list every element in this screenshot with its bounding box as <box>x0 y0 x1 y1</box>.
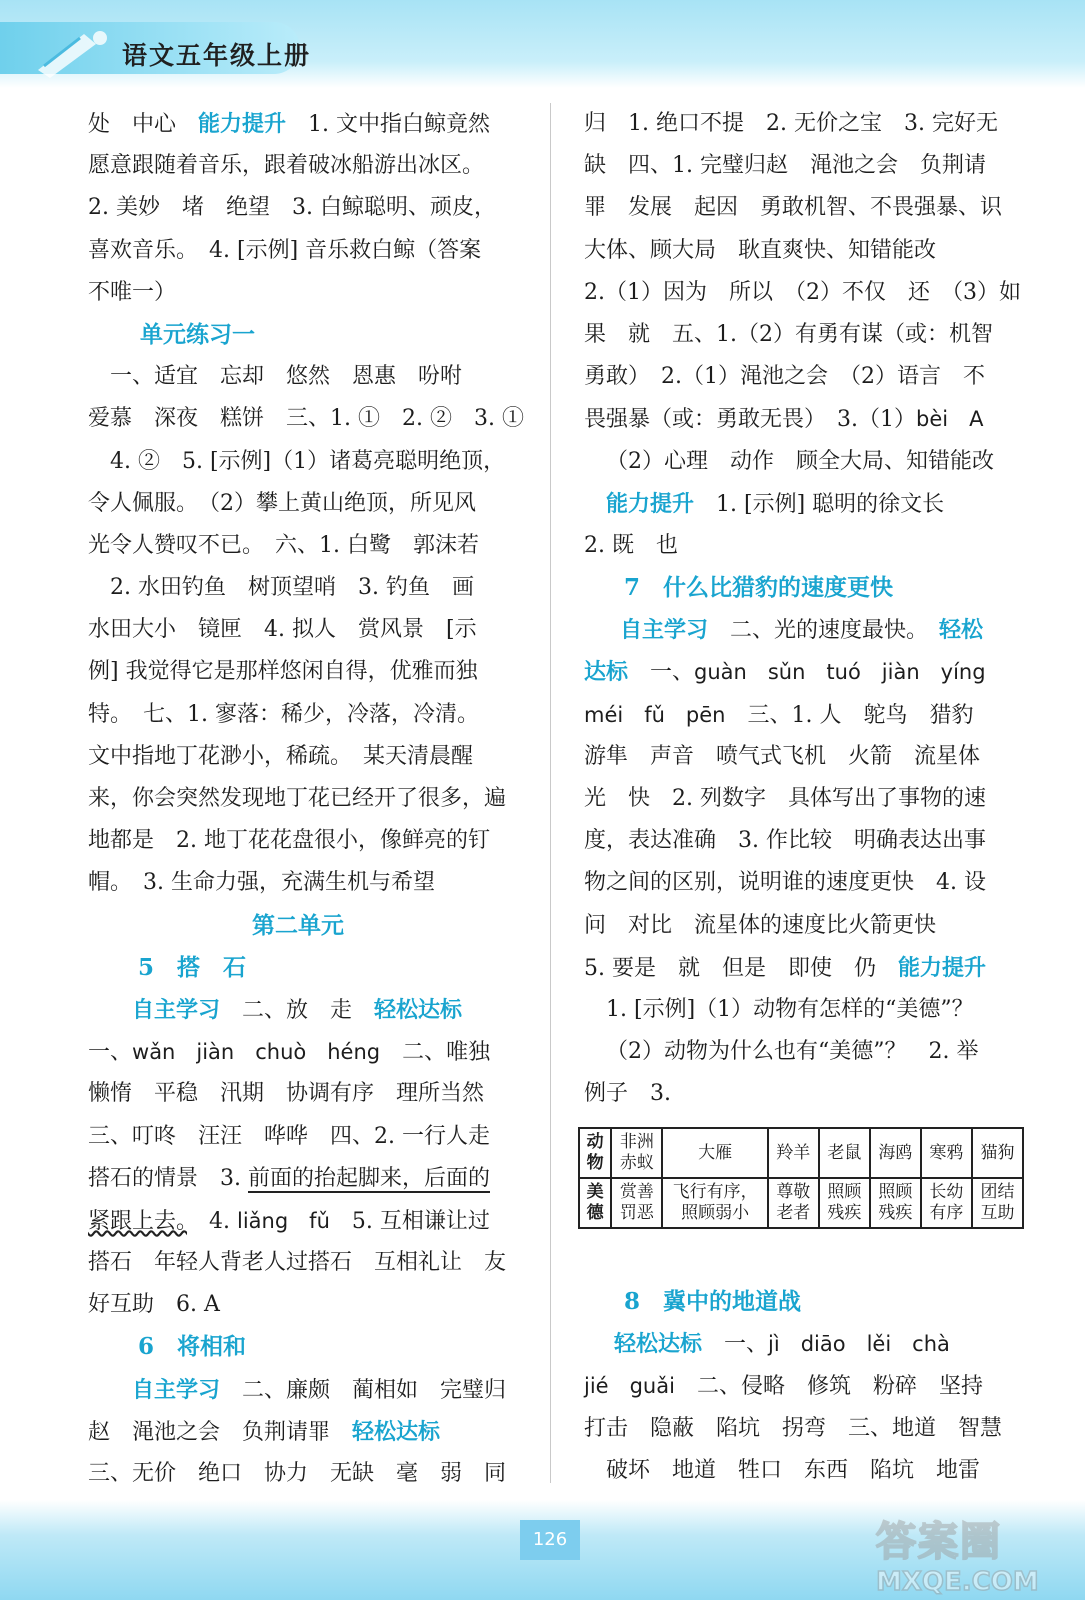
section-label: 达标 <box>584 659 629 686</box>
text: 一、 <box>628 660 695 686</box>
answer-line: 勇敢） 2.（1）渑池之会 （2）语言 不 <box>584 364 985 390</box>
lesson-7-heading: 7 什么比猎豹的速度更快 <box>624 574 894 602</box>
pinyin: liǎng fǔ <box>237 1208 330 1233</box>
answer-line: 归 1. 绝口不提 2. 无价之宝 3. 完好无 <box>584 111 998 136</box>
text: 5. 互相谦让过 <box>329 1208 490 1234</box>
text: 1. 文中指白鲸竟然 <box>286 112 491 137</box>
text: 二、光的速度最快。 <box>708 618 940 644</box>
section-label: 轻松达标 <box>352 1418 441 1445</box>
answer-line: 果 就 五、1.（2）有勇有谋（或：机智 <box>584 321 993 347</box>
answer-line: 破坏 地道 牲口 东西 陷坑 地雷 <box>606 1457 981 1483</box>
animal-virtue-table <box>578 1127 1024 1229</box>
answer-line <box>584 694 1034 736</box>
answer-line: 光 快 2. 列数字 具体写出了事物的速 <box>584 786 986 811</box>
answer-line: 帽。 3. 生命力强，充满生机与希望 <box>88 870 435 896</box>
text: 一、 <box>88 1040 133 1066</box>
answer-line: 2. 美妙 堵 绝望 3. 白鲸聪明、顽皮， <box>88 195 496 221</box>
answer-line: 三、叮咚 汪汪 哗哗 四、2. 一行人走 <box>88 1123 490 1149</box>
answer-line: 三、无价 绝口 协力 无缺 毫 弱 同 <box>88 1461 507 1486</box>
answer-line <box>88 1411 533 1453</box>
answer-line: 2.（1）因为 所以 （2）不仅 还 （3）如 <box>584 279 1021 305</box>
answer-line: 罪 发展 起因 勇敢机智、不畏强暴、识 <box>584 195 1003 221</box>
answer-line <box>584 483 1034 525</box>
answer-line <box>88 1158 533 1200</box>
watermark <box>876 1510 1076 1595</box>
section-label: 能力提升 <box>198 111 287 137</box>
answer-line <box>88 1200 533 1242</box>
answer-line: 愿意跟随着音乐，跟着破冰船游出冰区。 <box>88 153 485 179</box>
lesson-5-heading: 5 搭 石 <box>138 953 247 981</box>
text: 二、廉颇 蔺相如 完璧归 <box>220 1377 507 1403</box>
answer-line: 不唯一） <box>88 279 177 305</box>
unit-exercise-heading: 单元练习一 <box>140 320 255 348</box>
section-label: 轻松达标 <box>374 996 463 1023</box>
answer-line: 2. 既 也 <box>584 532 678 558</box>
left-column <box>88 103 533 1495</box>
section-label: 轻松达标 <box>614 1331 703 1358</box>
answer-line <box>584 947 1034 989</box>
section-label: 能力提升 <box>897 954 986 981</box>
lesson-8-heading: 8 冀中的地道战 <box>624 1288 802 1315</box>
answer-line <box>88 103 533 145</box>
right-column <box>584 103 1034 1116</box>
answer-line: （2）动物为什么也有“美德”？ 2. 举 <box>606 1039 979 1065</box>
text: 搭石的情景 3. <box>88 1165 248 1191</box>
answer-line: 特。 七、1. 寥落：稀少，冷落，冷清。 <box>88 701 479 727</box>
answer-line <box>584 609 1034 651</box>
answer-line: 令人佩服。 （2）攀上黄山绝顶，所见风 <box>88 490 476 516</box>
answer-line <box>584 1365 1034 1407</box>
answer-line: 问 对比 流星体的速度比火箭更快 <box>584 912 937 938</box>
answer-line <box>584 651 1034 693</box>
table-cell: 老鼠 <box>819 1128 870 1178</box>
text: 处 中心 <box>88 112 199 137</box>
pinyin: jì diāo lěi chà <box>768 1332 950 1357</box>
pencil-logo-icon <box>34 26 114 80</box>
answer-line: 打击 隐蔽 陷坑 拐弯 三、地道 智慧 <box>584 1415 1003 1441</box>
table-cell: 赏善罚恶 <box>611 1178 662 1228</box>
pinyin: bèi A <box>916 407 984 432</box>
lesson-6-heading: 6 将相和 <box>138 1333 247 1361</box>
answer-line: 大体、顾大局 耿直爽快、知错能改 <box>584 237 937 263</box>
answer-line <box>88 1031 533 1073</box>
answer-line: 2. 水田钓鱼 树顶望哨 3. 钓鱼 画 <box>110 575 474 601</box>
answer-line: 好互助 6. A <box>88 1292 220 1318</box>
text: 二、唯独 <box>380 1040 491 1066</box>
book-title: 语文五年级上册 <box>122 41 312 70</box>
answer-line: 喜欢音乐。 4. [示例] 音乐救白鲸（答案 <box>88 237 482 263</box>
pinyin: wǎn jiàn chuò héng <box>132 1040 381 1065</box>
answer-line: 例] 我觉得它是那样悠闲自得，优雅而独 <box>88 659 478 685</box>
section-label: 自主学习 <box>620 617 709 644</box>
answer-line: 4. ② 5. [示例]（1）诸葛亮聪明绝顶， <box>110 448 506 474</box>
table-cell: 羚羊 <box>768 1128 819 1178</box>
text: 二、放 走 <box>220 997 375 1023</box>
answer-line: （2）心理 动作 顾全大局、知错能改 <box>606 448 994 474</box>
answer-line: 水田大小 镜匣 4. 拟人 赏风景 [示 <box>88 617 477 643</box>
pinyin: jié guǎi <box>584 1374 675 1399</box>
answer-line: 文中指地丁花渺小，稀疏。 某天清晨醒 <box>88 743 474 769</box>
table-cell: 美德 <box>579 1178 611 1228</box>
answer-line <box>88 989 533 1031</box>
table-cell: 尊敬老者 <box>768 1178 819 1228</box>
answer-line <box>88 1369 533 1411</box>
section-label: 自主学习 <box>132 996 221 1023</box>
answer-line: 物之间的区别，说明谁的速度更快 4. 设 <box>584 870 986 896</box>
column-divider <box>550 103 551 1483</box>
answer-line: 懒惰 平稳 汛期 协调有序 理所当然 <box>88 1081 485 1107</box>
answer-line: 来，你会突然发现地丁花已经开了很多，遍 <box>88 786 507 811</box>
section-label: 能力提升 <box>606 490 695 517</box>
table-cell: 飞行有序，照顾弱小 <box>662 1178 767 1228</box>
text: 一、 <box>702 1332 769 1358</box>
table-cell: 寒鸦 <box>921 1128 972 1178</box>
answer-line: 例子 3. <box>584 1081 671 1107</box>
text: 4. <box>187 1208 237 1234</box>
table-row <box>579 1128 1023 1178</box>
answer-line: 搭石 年轻人背老人过搭石 互相礼让 友 <box>88 1250 507 1276</box>
pinyin: guàn sǔn tuó jiàn yíng <box>694 660 986 685</box>
answer-line: 缺 四、1. 完璧归赵 渑池之会 负荆请 <box>584 153 986 179</box>
table-row <box>579 1178 1023 1228</box>
section-label: 自主学习 <box>132 1376 221 1403</box>
table-cell: 猫狗 <box>972 1128 1023 1178</box>
pinyin: méi fǔ pēn <box>584 702 726 727</box>
answer-line <box>584 398 1034 440</box>
answer-line <box>584 1323 1034 1365</box>
answer-line: 游隼 声音 喷气式飞机 火箭 流星体 <box>584 743 981 769</box>
answer-line: 度，表达准确 3. 作比较 明确表达出事 <box>584 828 986 854</box>
page-number: 126 <box>520 1520 580 1560</box>
answer-line: 1. [示例]（1）动物有怎样的“美德”？ <box>606 996 974 1022</box>
table-cell: 动物 <box>579 1128 611 1178</box>
table-cell: 海鸥 <box>870 1128 921 1178</box>
table-cell: 长幼有序 <box>921 1178 972 1228</box>
underlined-text: 前面的抬起脚来，后面的 <box>247 1165 490 1191</box>
table-cell: 照顾残疾 <box>819 1178 870 1228</box>
answer-line: 地都是 2. 地丁花花盘很小，像鲜亮的钉 <box>88 828 490 854</box>
text: 二、侵略 修筑 粉碎 坚持 <box>674 1374 983 1400</box>
watermark-bottom: MXQE.COM <box>876 1567 1039 1597</box>
right-column-lower <box>584 1281 1034 1492</box>
table-cell: 照顾残疾 <box>870 1178 921 1228</box>
section-label: 轻松 <box>939 617 984 644</box>
text: 5. 要是 就 但是 即使 仍 <box>584 955 898 981</box>
answer-line: 爱慕 深夜 糕饼 三、1. ① 2. ② 3. ① <box>88 406 524 432</box>
answer-line: 一、适宜 忘却 悠然 恩惠 吩咐 <box>110 364 463 390</box>
table-cell: 非洲赤蚁 <box>611 1128 662 1178</box>
table-cell: 团结互助 <box>972 1178 1023 1228</box>
wavy-underlined-text: 紧跟上去。 <box>88 1208 188 1234</box>
answer-line: 光令人赞叹不已。 六、1. 白鹭 郭沫若 <box>88 532 479 558</box>
text: 1. [示例] 聪明的徐文长 <box>694 491 945 517</box>
text: 畏强暴（或：勇敢无畏） 3.（1） <box>584 407 916 433</box>
text: 赵 渑池之会 负荆请罪 <box>88 1419 353 1445</box>
table-cell: 大雁 <box>662 1128 767 1178</box>
watermark-top: 答案圈 <box>876 1519 1002 1565</box>
text: 三、1. 人 鸵鸟 猎豹 <box>725 702 974 728</box>
unit-two-heading: 第二单元 <box>252 911 344 939</box>
